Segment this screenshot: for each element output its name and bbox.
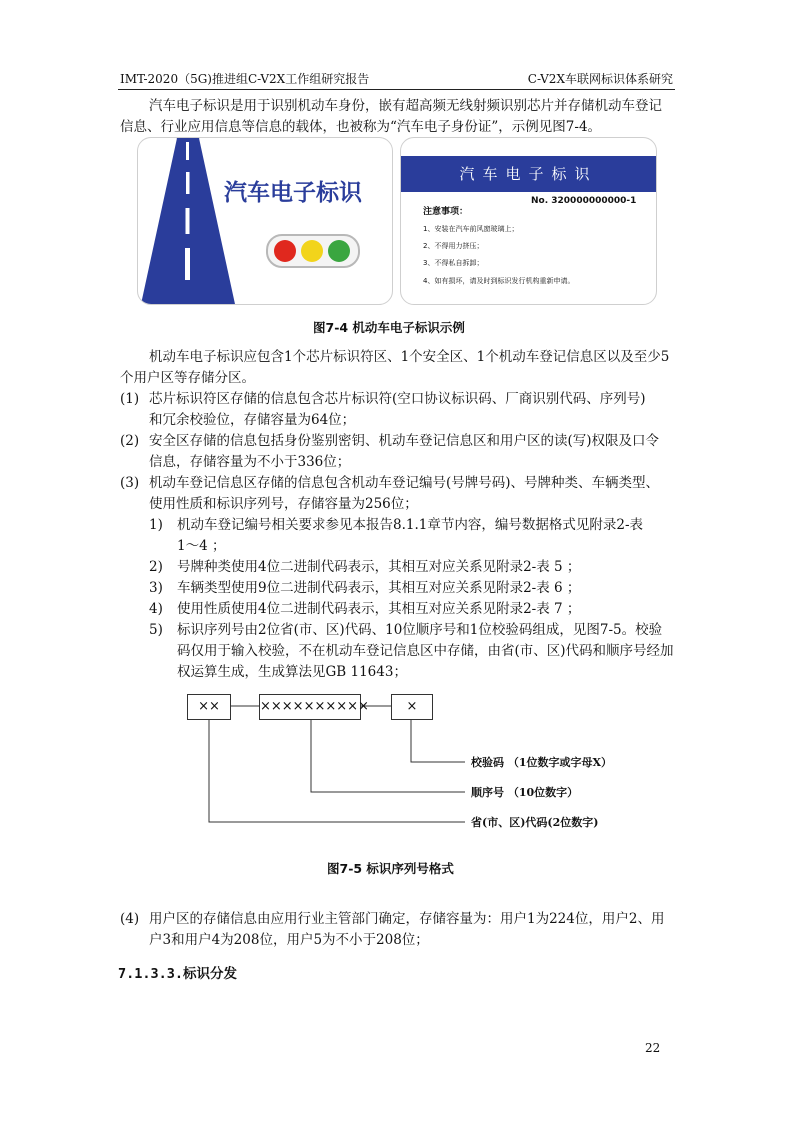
item-2-line-2: 信息，存储容量为不小于336位； [149, 454, 351, 470]
subitem-3-line-1: 车辆类型使用9位二进制代码表示，其相互对应关系见附录2-表 6 ； [177, 580, 581, 596]
item-3-line-1: 机动车登记信息区存储的信息包含机动车登记编号(号牌号码)、号牌种类、车辆类型、 [149, 475, 660, 491]
item-2-number: (2) [120, 433, 140, 449]
section-heading: 7.1.3.3.标识分发 [118, 966, 238, 982]
item-4-number: (4) [120, 911, 140, 927]
page-number: 22 [645, 1041, 661, 1055]
item-1-line-2: 和冗余校验位，存储容量为64位； [149, 412, 356, 428]
item-4-line-1: 用户区的存储信息由应用行业主管部门确定，存储容量为：用户1为224位，用户2、用 [149, 911, 665, 927]
header-doc-title: C-V2X车联网标识体系研究 [527, 72, 673, 86]
province-code-label: 省(市、区)代码(2位数字) [471, 816, 599, 829]
para2-line-1: 机动车电子标识应包含1个芯片标识符区、1个安全区、1个机动车登记信息区以及至少5 [149, 349, 670, 365]
note-2: 2、不得用力挤压； [423, 242, 484, 250]
subitem-4-number: 4) [149, 601, 163, 617]
item-3-line-2: 使用性质和标识序列号，存储容量为256位； [149, 496, 418, 512]
para2-line-2: 个用户区等存储分区。 [120, 370, 255, 386]
figure-7-5-caption: 图7-5 标识序列号格式 [327, 861, 454, 876]
note-4: 4、如有损坏，请及时到标识发行机构重新申请。 [423, 277, 575, 285]
left-card-title: 汽车电子标识 [224, 180, 362, 206]
subitem-3-number: 3) [149, 580, 163, 596]
subitem-1-line-1: 机动车登记编号相关要求参见本报告8.1.1章节内容，编号数据格式见附录2-表 [177, 517, 643, 533]
notes-title: 注意事项： [423, 207, 469, 217]
item-1-number: (1) [120, 391, 140, 407]
sequence-number-label: 顺序号 （10位数字） [471, 786, 579, 799]
province-code-box: ×× [187, 694, 231, 720]
header-report-title: IMT-2020（5G)推进组C-V2X工作组研究报告 [120, 72, 370, 86]
check-code-box: × [391, 694, 433, 720]
subitem-5-line-3: 权运算生成，生成算法见GB 11643； [177, 664, 407, 680]
figure-7-4-caption: 图7-4 机动车电子标识示例 [313, 320, 465, 335]
subitem-1-line-2: 1～4 ； [177, 538, 226, 554]
item-3-number: (3) [120, 475, 140, 491]
item-2-line-1: 安全区存储的信息包括身份鉴别密钥、机动车登记信息区和用户区的读(写)权限及口令 [149, 433, 660, 449]
intro-line-1: 汽车电子标识是用于识别机动车身份，嵌有超高频无线射频识别芯片并存储机动车登记 [149, 98, 662, 114]
item-1-line-1: 芯片标识符区存储的信息包含芯片标识符(空口协议标识码、厂商识别代码、序列号) [149, 391, 646, 407]
check-code-label: 校验码 （1位数字或字母X） [471, 756, 613, 769]
note-1: 1、安装在汽车前风窗玻璃上； [423, 225, 519, 233]
subitem-1-number: 1) [149, 517, 163, 533]
subitem-4-line-1: 使用性质使用4位二进制代码表示，其相互对应关系见附录2-表 7 ； [177, 601, 581, 617]
subitem-5-line-1: 标识序列号由2位省(市、区)代码、10位顺序号和1位校验码组成，见图7-5。校验 [177, 622, 663, 638]
subitem-2-line-1: 号牌种类使用4位二进制代码表示，其相互对应关系见附录2-表 5 ； [177, 559, 581, 575]
note-3: 3、不得私自拆卸； [423, 259, 484, 267]
right-card-number: No. 320000000000-1 [531, 196, 637, 206]
sequence-number-box: ×××××××××× [259, 694, 361, 720]
intro-line-2: 信息、行业应用信息等信息的载体，也被称为“汽车电子身份证”，示例见图7-4。 [120, 119, 602, 135]
subitem-5-line-2: 码仅用于输入校验，不在机动车登记信息区中存储，由省(市、区)代码和顺序号经加 [177, 643, 674, 659]
subitem-5-number: 5) [149, 622, 163, 638]
right-card-band-title: 汽车电子标识 [401, 156, 656, 192]
item-4-line-2: 户3和用户4为208位，用户5为不小于208位； [149, 932, 429, 948]
subitem-2-number: 2) [149, 559, 163, 575]
